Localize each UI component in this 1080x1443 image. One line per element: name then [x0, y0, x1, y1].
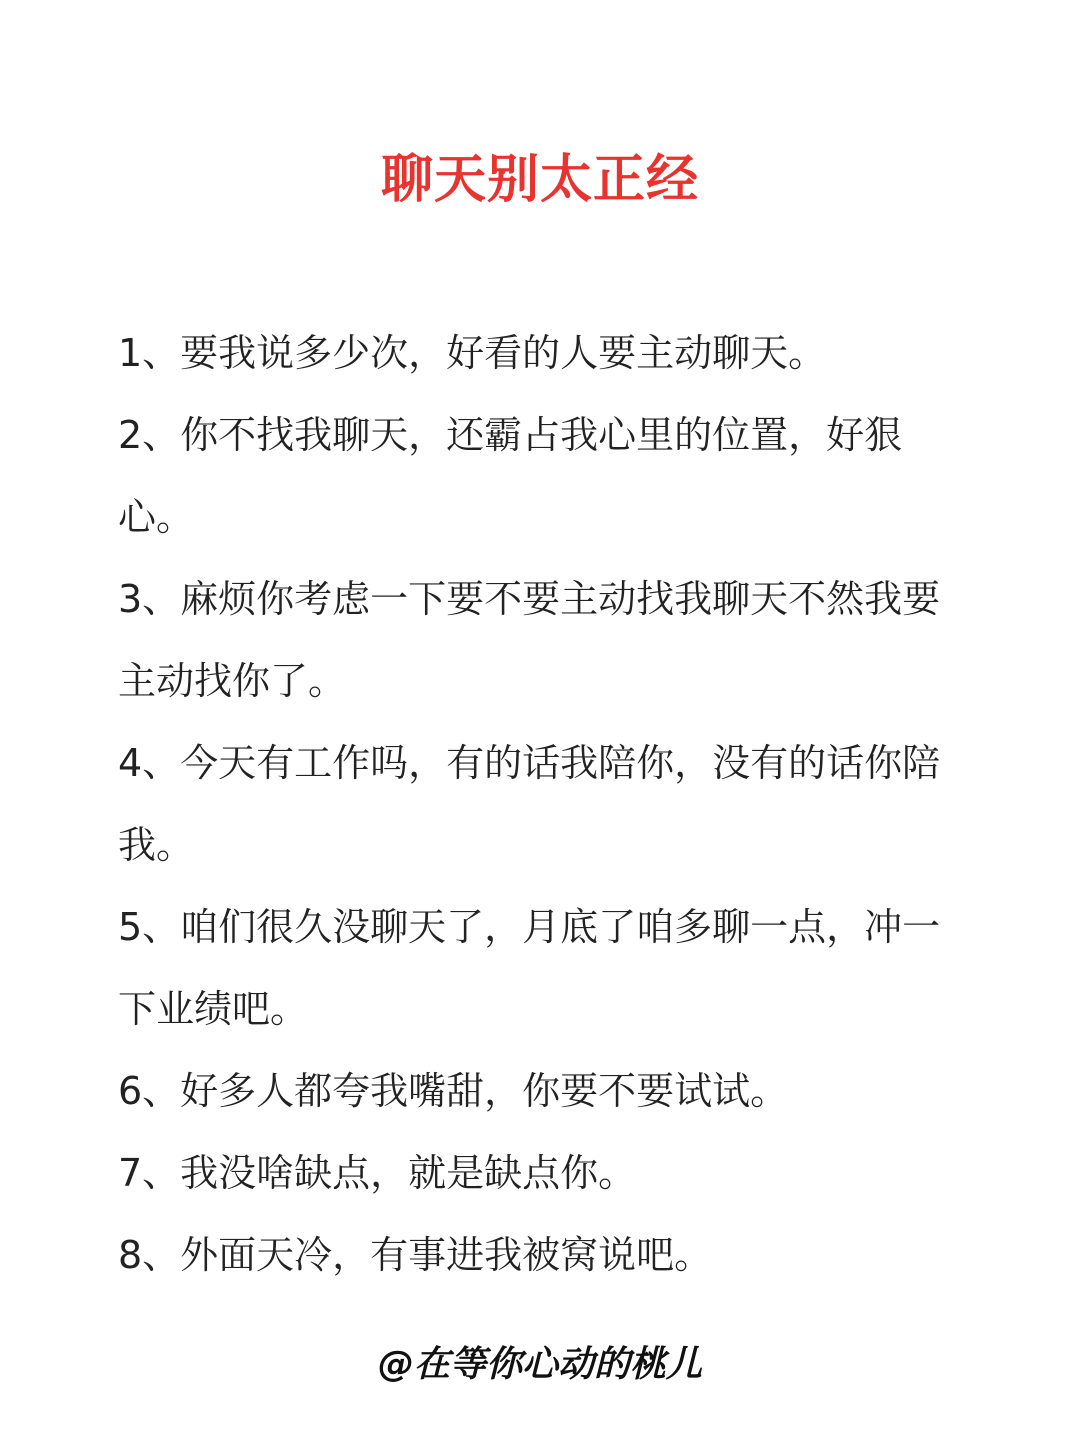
list-item: 6、好多人都夸我嘴甜，你要不要试试。	[118, 1069, 789, 1113]
list-item: 4、今天有工作吗，有的话我陪你，没有的话你陪我。	[118, 741, 941, 867]
list-item: 3、麻烦你考虑一下要不要主动找我聊天不然我要主动找你了。	[118, 577, 941, 703]
author-signature: @在等你心动的桃儿	[377, 1344, 702, 1385]
list-item: 5、咱们很久没聊天了，月底了咱多聊一点，冲一下业绩吧。	[118, 905, 941, 1031]
list-item: 7、我没啥缺点，就是缺点你。	[118, 1151, 637, 1195]
list-item: 2、你不找我聊天，还霸占我心里的位置，好狠心。	[118, 413, 903, 539]
list-item: 1、要我说多少次，好看的人要主动聊天。	[118, 331, 827, 375]
page-title: 聊天别太正经	[380, 150, 699, 210]
pickup-lines-list	[118, 312, 948, 1296]
list-item: 8、外面天冷，有事进我被窝说吧。	[118, 1233, 713, 1277]
